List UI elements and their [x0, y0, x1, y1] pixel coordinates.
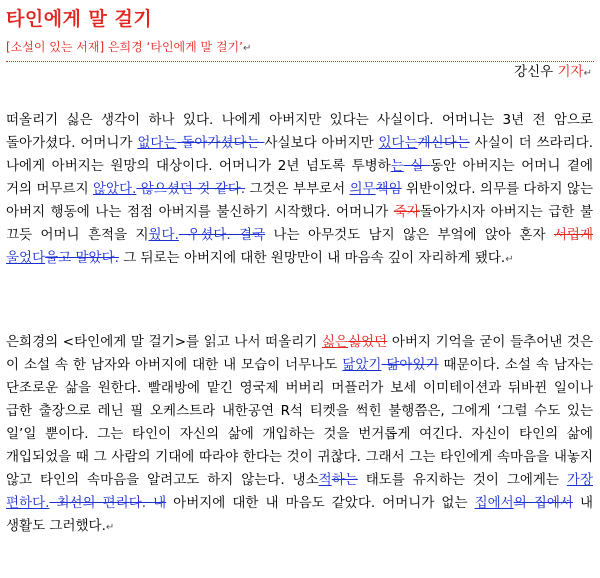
paragraph-mark-icon: ↵	[505, 254, 514, 265]
tracked-deletion: 않으셨던 것 같다.	[136, 181, 246, 197]
tracked-deletion: 의 집에서	[513, 495, 573, 511]
paragraph-mark-icon: ↵	[105, 522, 115, 533]
tracked-deletion: 우셨다. 결국	[178, 227, 266, 243]
tracked-deletion: 책임	[375, 181, 402, 197]
tracked-deletion-red: 싫었던	[348, 334, 388, 350]
tracked-insertion: 있다는	[378, 135, 418, 151]
paragraph-mark-icon: ↵	[242, 43, 252, 54]
reporter-role: 기자	[557, 64, 584, 80]
tracked-deletion: 닮아있기	[381, 357, 439, 373]
text-run: 그 뒤로는 아버지에 대한 원망만이 내 마음속 깊이 자리하게 됐다.	[118, 250, 506, 266]
text-run: 그것은 부부로서	[245, 181, 350, 197]
text-run: 태도를 유지하는 것이 그에게는	[357, 472, 567, 488]
tracked-deletion-red: 서럽게	[553, 227, 594, 243]
paragraph-mark-icon: ↵	[583, 68, 592, 79]
text-run: 내 생활도 그러했다.	[6, 495, 593, 534]
text-run: 은희경의 <타인에게 말 걸기>를 읽고 나서 떠올리기	[6, 334, 322, 350]
text-run: 떠올리기 싫은 생각이 하나 있다. 나에게 아버지만 있다는 사실이다. 어머니는 3년 전 암으로 돌아가셨다. 어머니가	[6, 112, 593, 151]
tracked-deletion: 울고 말았다.	[45, 250, 119, 266]
tracked-insertion: 없다는	[137, 135, 177, 151]
text-run: 나는 아무것도 남지 않은 부엌에 앉아 혼자	[265, 227, 554, 243]
text-run: 사실보다 아버지만	[264, 135, 379, 151]
tracked-deletion: 돌아가셨다는	[176, 135, 265, 151]
text-run: 동안 아버지는 어머니 곁에 거의 머무르지	[6, 158, 594, 197]
tracked-insertion-red: 싫은	[321, 334, 349, 350]
tracked-deletion: 최선의 편리다. 내	[49, 495, 167, 511]
tracked-insertion: 는	[390, 158, 404, 174]
text-run: 돌아가시자 아버지는 급한 불 끄듯 어머니 흔적을 지	[6, 204, 594, 243]
paragraph-1	[6, 109, 593, 271]
tracked-deletion: 계신다는	[417, 135, 470, 151]
tracked-deletion: 실	[403, 158, 430, 174]
text-run: 아버지에 대한 내 마음도 같았다. 어머니가 없는	[166, 495, 475, 511]
text-run: 아버지 기억을 굳이 들추어낸 것은 이 소설 속 한 남자와 아버지에 대한 내 모습이 너무나도	[6, 334, 594, 373]
article-title: 타인에게 말 걸기	[6, 8, 153, 30]
paragraph-2	[6, 331, 593, 539]
tracked-insertion: 닮았기	[342, 357, 382, 373]
tracked-insertion: 의무	[349, 181, 376, 197]
tracked-deletion: 하는	[331, 472, 358, 488]
tracked-insertion: 울었다	[6, 250, 46, 266]
tracked-insertion: 집에서	[474, 495, 514, 511]
subtitle-text: [소설이 있는 서재] 은희경 ‘타인에게 말 걸기’	[6, 40, 243, 54]
text-run: 위반이었다. 의무를 다하지 않는 아버지 행동에 나는 점점 아버지를 불신하기 시작했다. 어머니가	[6, 181, 593, 220]
byline	[514, 60, 592, 80]
reporter-name: 강신우	[514, 64, 554, 80]
tracked-deletion-red: 죽자	[393, 204, 420, 220]
text-run: 때문이다. 소설 속 남자는 단조로운 삶을 원한다. 빨래방에 맡긴 영국제 버버리 머플러가 보세 이미테이션과 뒤바뀐 일이나 급한 출장으로 레닌 필 오케스트라 내한공연 R석 티켓을 썩힌 불행쯤은, 그에게 ‘그럴 수도 있는 일’일 뿐이다. 그는 타인이 자신의 삶에 개입하는 것을 번거롭게 여긴다. 자신이 타인의 삶에 개입되었을 때 그 사람의 기대에 따라야 한다는 것이 귀찮다. 그래서 그는 타인에게 속마음을 내놓지 않고 타인의 속마음을 알려고도 하지 않는다. 냉소	[6, 357, 593, 488]
tracked-insertion: 않았다.	[92, 181, 137, 197]
text-run: 사실이 더 쓰라리다. 나에게 아버지는 원망의 대상이다. 어머니가 2년 넘도록 투병하	[6, 135, 593, 174]
tracked-insertion: 적	[318, 472, 332, 488]
tracked-insertion: 가장 편하다.	[6, 472, 594, 511]
tracked-insertion: 웠다.	[148, 227, 179, 243]
article-subtitle	[6, 38, 594, 62]
